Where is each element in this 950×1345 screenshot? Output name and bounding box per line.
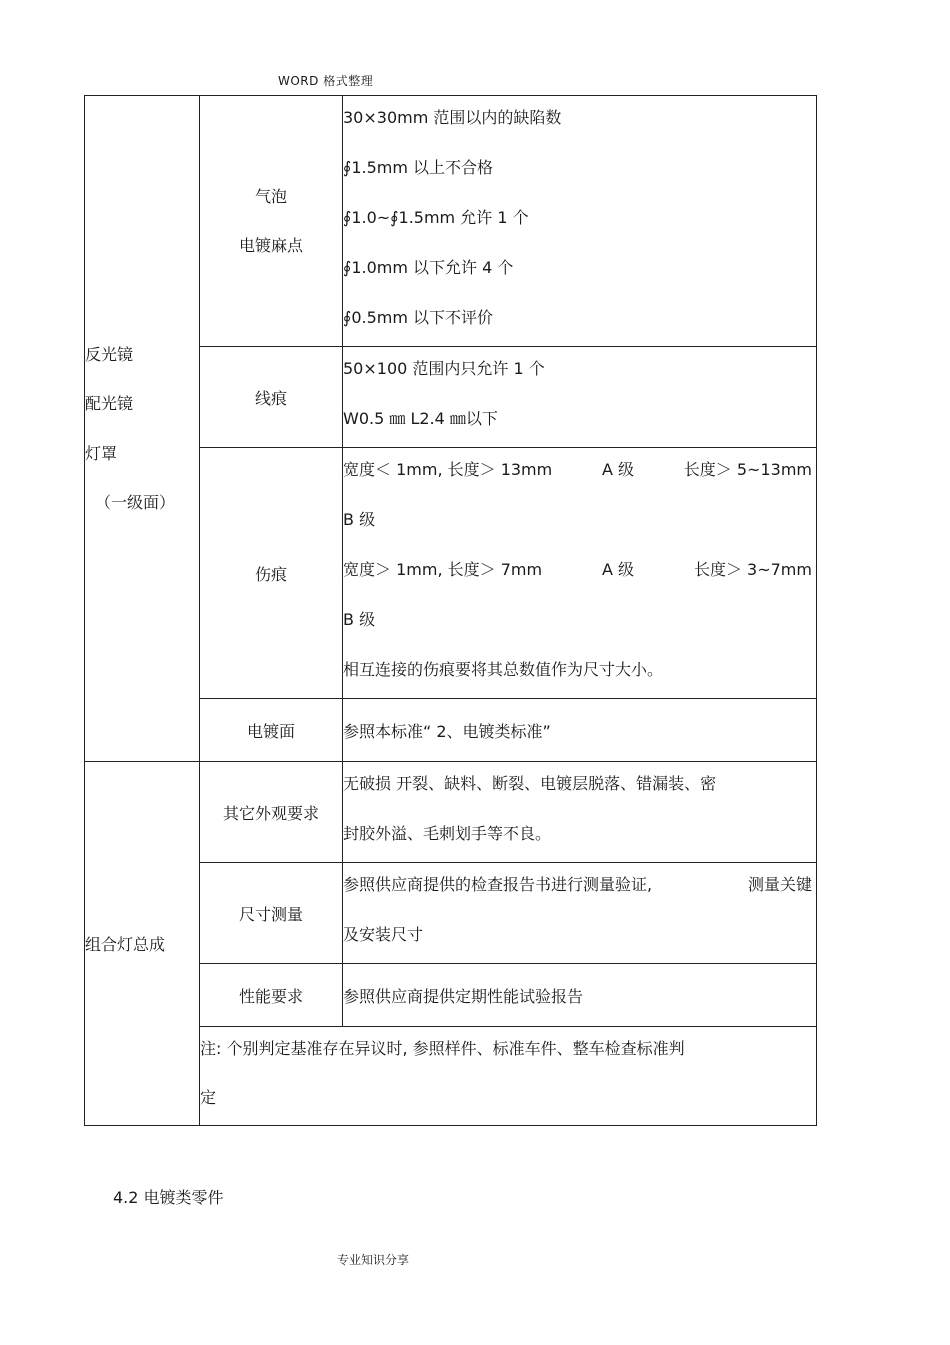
desc-part: A 级 <box>601 460 635 479</box>
desc-part: 长度＞ 5~13mm <box>683 460 812 479</box>
item-cell-bubble <box>200 96 343 347</box>
desc-line: 及安装尺寸 <box>343 925 424 944</box>
desc-line <box>343 448 816 498</box>
table-row <box>85 96 817 347</box>
desc-line: ∮1.0mm 以下允许 4 个 <box>343 258 514 277</box>
note-cell <box>200 1027 817 1126</box>
inspection-standard-table <box>84 95 817 1126</box>
desc-cell-dimension <box>343 863 817 964</box>
desc-line: 相互连接的伤痕要将其总数值作为尺寸大小。 <box>343 660 664 679</box>
table-row <box>85 762 817 863</box>
desc-cell-other-appearance <box>343 762 817 863</box>
group-line: 灯罩 <box>85 443 118 463</box>
desc-part: 宽度＞ 1mm, 长度＞ 7mm <box>343 560 543 579</box>
desc-line: 无破损 开裂、缺料、断裂、电镀层脱落、错漏装、密 <box>343 774 717 793</box>
desc-line: ∮0.5mm 以下不评价 <box>343 308 494 327</box>
desc-part: A 级 <box>601 560 635 579</box>
item-cell-line-mark: 线痕 <box>200 347 343 448</box>
desc-cell-bubble <box>343 96 817 347</box>
desc-cell-line-mark <box>343 347 817 448</box>
section-heading: 4.2 电镀类零件 <box>113 1188 224 1207</box>
desc-line: 封胶外溢、毛刺划手等不良。 <box>343 824 552 843</box>
desc-line <box>343 863 816 913</box>
item-line: 气泡 <box>254 187 287 206</box>
desc-line: 30×30mm 范围以内的缺陷数 <box>343 108 562 127</box>
desc-line <box>343 548 816 598</box>
desc-cell-scratch <box>343 448 817 699</box>
note-line: 定 <box>200 1088 217 1107</box>
desc-part: 测量关键 <box>747 875 812 894</box>
desc-cell-performance: 参照供应商提供定期性能试验报告 <box>343 964 817 1027</box>
page-footer: 专业知识分享 <box>337 1253 410 1267</box>
item-cell-performance: 性能要求 <box>200 964 343 1027</box>
item-cell-scratch: 伤痕 <box>200 448 343 699</box>
desc-part: 长度＞ 3~7mm <box>693 560 812 579</box>
desc-line: B 级 <box>343 610 376 629</box>
desc-part: 宽度＜ 1mm, 长度＞ 13mm <box>343 460 553 479</box>
group-cell-lamp-assembly: 组合灯总成 <box>85 762 200 1126</box>
item-cell-dimension: 尺寸测量 <box>200 863 343 964</box>
page-header: WORD 格式整理 <box>278 74 374 88</box>
group-cell-reflector <box>85 96 200 762</box>
group-line: 反光镜 <box>85 344 134 364</box>
desc-line: W0.5 ㎜ L2.4 ㎜以下 <box>343 409 498 428</box>
desc-line: B 级 <box>343 510 376 529</box>
desc-line: ∮1.0~∮1.5mm 允许 1 个 <box>343 208 529 227</box>
item-cell-other-appearance: 其它外观要求 <box>200 762 343 863</box>
group-line: （一级面） <box>95 493 176 512</box>
desc-part: 参照供应商提供的检查报告书进行测量验证, <box>343 875 653 894</box>
desc-line: 50×100 范围内只允许 1 个 <box>343 359 545 378</box>
desc-cell-plated-surface: 参照本标准“ 2、电镀类标准” <box>343 699 817 762</box>
item-line: 电镀麻点 <box>238 236 303 255</box>
note-line: 注: 个别判定基准存在异议时, 参照样件、标准车件、整车检查标准判 <box>200 1039 685 1058</box>
item-cell-plated-surface: 电镀面 <box>200 699 343 762</box>
group-line: 配光镜 <box>85 394 134 413</box>
desc-line: ∮1.5mm 以上不合格 <box>343 158 494 177</box>
